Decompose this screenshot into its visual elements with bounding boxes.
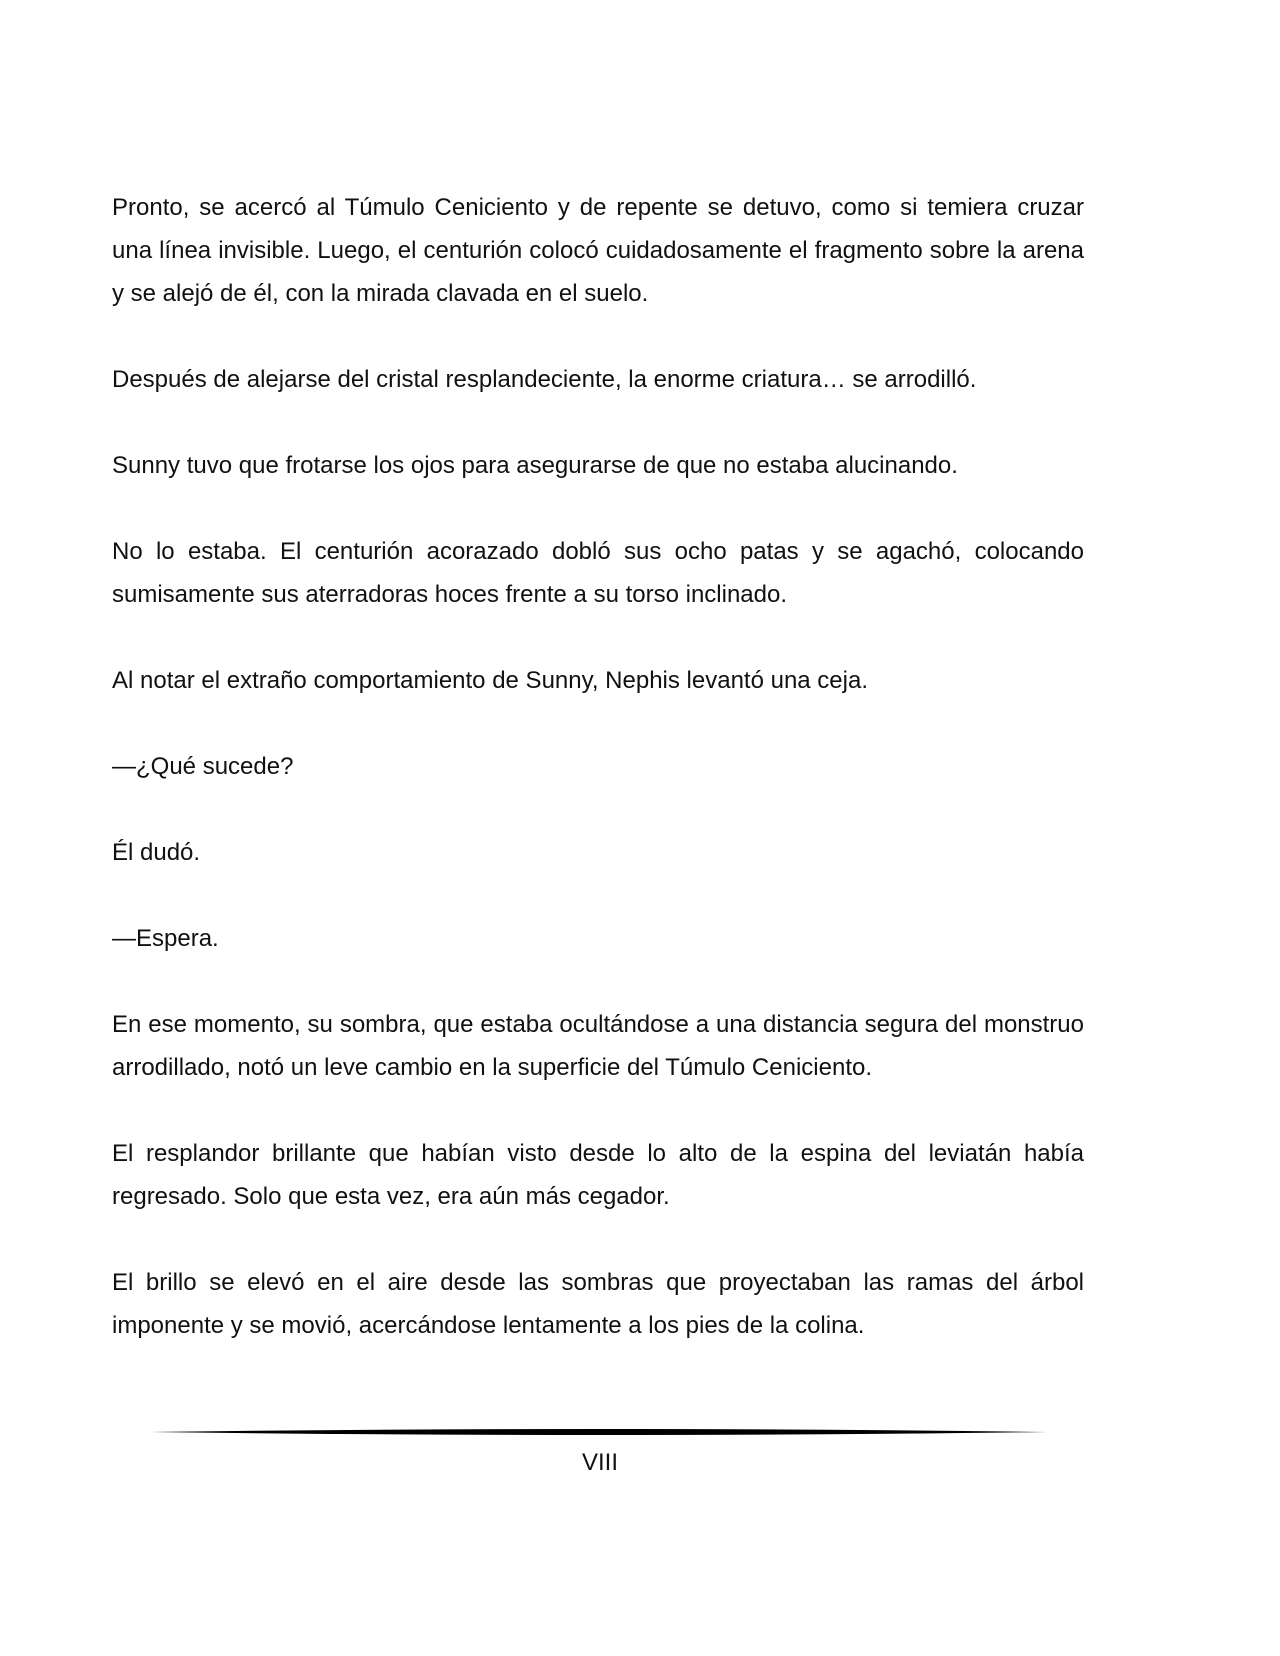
ornamental-divider [151,1427,1047,1437]
paragraph-1: Pronto, se acercó al Túmulo Ceniciento y de repente se detuvo, como si temiera cruzar una línea invisible. Luego, el centurión colocó cuidadosamente el fragmento sobre la arena y se alejó de él, con la mirada clavada en el suelo. [112,194,1084,307]
divider-line [151,1429,1047,1435]
paragraph-10: El resplandor brillante que habían visto desde lo alto de la espina del leviatán había regresado. Solo que esta vez, era aún más cegador. [112,1140,1084,1210]
paragraph-9: En ese momento, su sombra, que estaba ocultándose a una distancia segura del monstruo arrodillado, notó un leve cambio en la superficie del Túmulo Ceniciento. [112,1011,1084,1081]
paragraph-7: Él dudó. [112,839,201,866]
paragraph-11: El brillo se elevó en el aire desde las sombras que proyectaban las ramas del árbol imponente y se movió, acercándose lentamente a los pies de la colina. [112,1269,1084,1339]
paragraph-4: No lo estaba. El centurión acorazado dobló sus ocho patas y se agachó, colocando sumisamente sus aterradoras hoces frente a su torso inclinado. [112,538,1084,608]
paragraph-2: Después de alejarse del cristal resplandeciente, la enorme criatura… se arrodilló. [112,366,977,393]
body-text [112,186,1084,1347]
paragraph-6: —¿Qué sucede? [112,753,294,780]
paragraph-8: —Espera. [112,925,219,952]
paragraph-5: Al notar el extraño comportamiento de Sunny, Nephis levantó una ceja. [112,667,868,694]
page-number: VIII [581,1449,618,1476]
paragraph-3: Sunny tuvo que frotarse los ojos para asegurarse de que no estaba alucinando. [112,452,958,479]
